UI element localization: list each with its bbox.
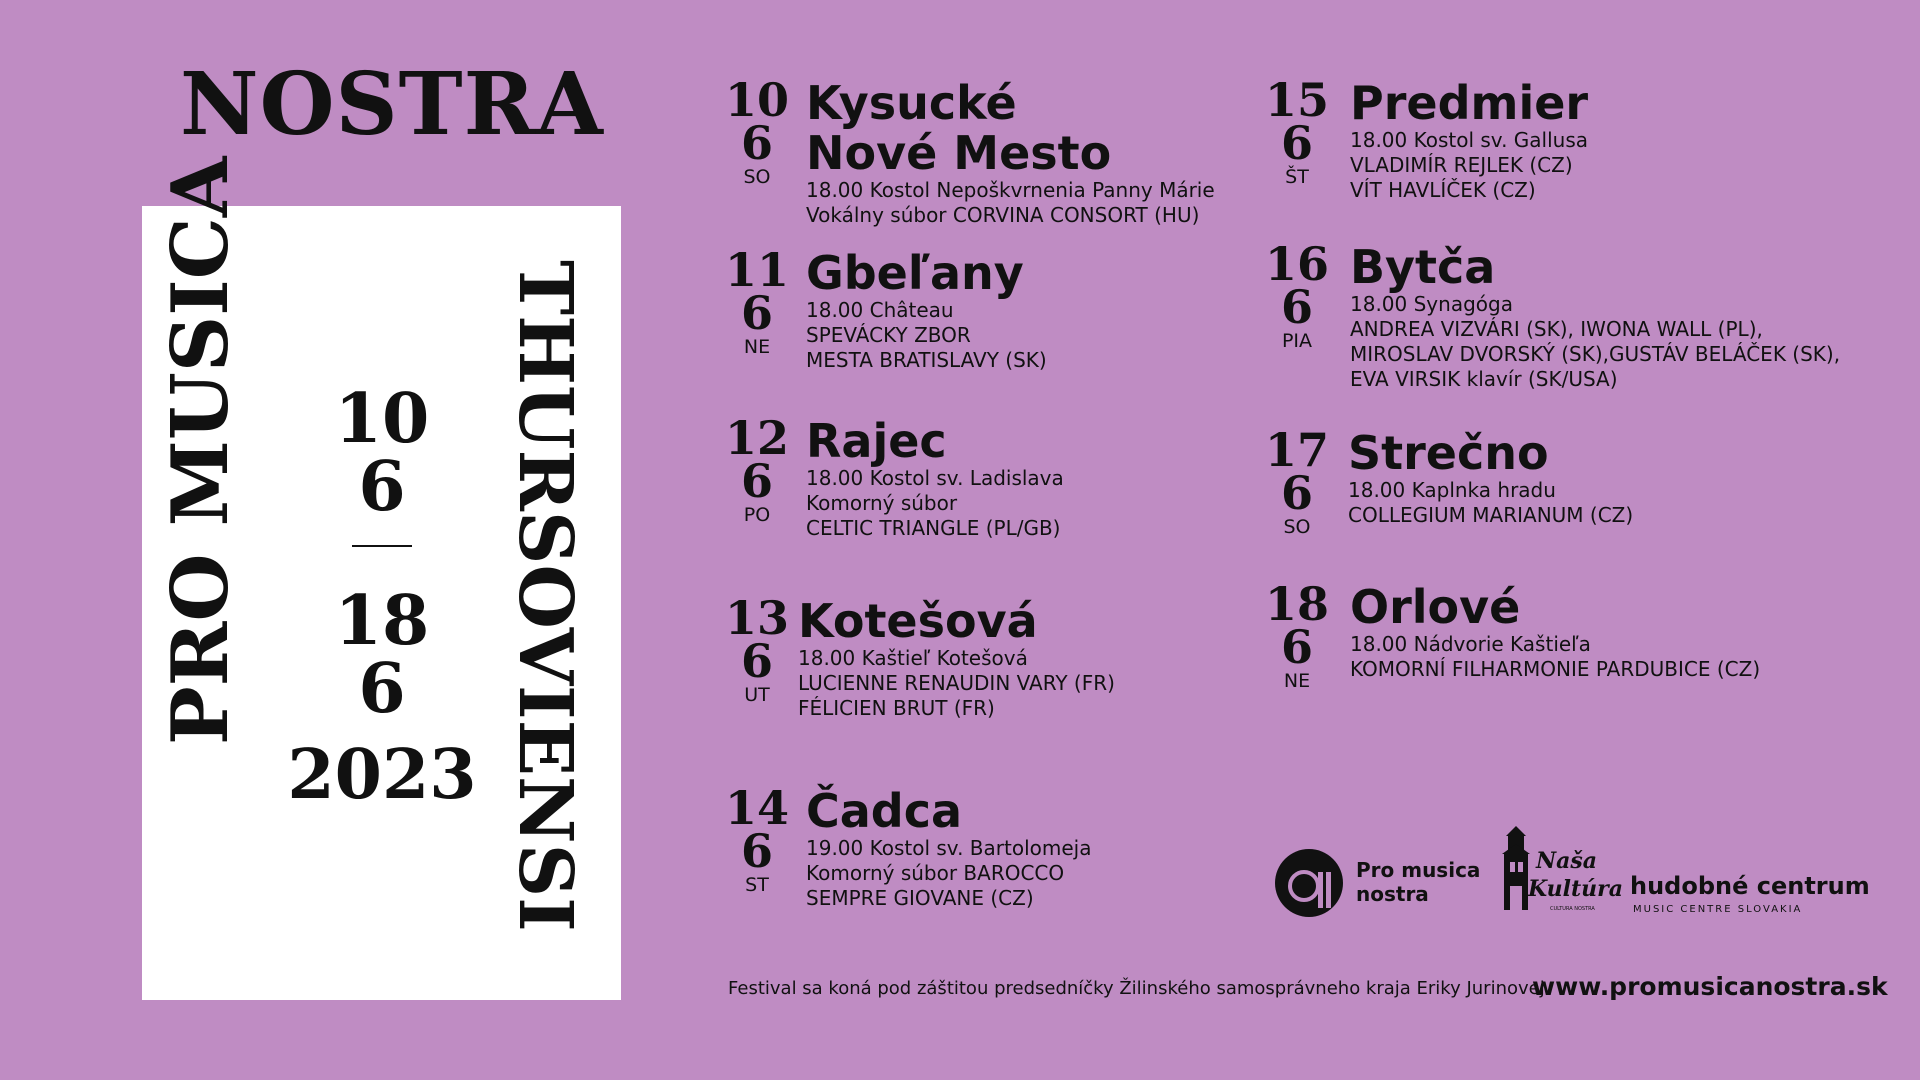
event-date: 17 6 SO — [1264, 423, 1329, 538]
event-info — [806, 78, 1215, 228]
nasa-kultura-logo — [1490, 826, 1623, 920]
title-pro-musica: PRO MUSICA — [155, 156, 246, 745]
event-venue: 18.00 Château — [806, 298, 954, 322]
event-info — [1350, 582, 1760, 682]
festival-year: 2023 — [287, 735, 477, 815]
event-place: Kysucké — [806, 76, 1017, 130]
event-performer: Komorný súbor BAROCCO — [806, 861, 1065, 885]
event-date: 12 6 PO — [724, 411, 789, 526]
event-venue: 18.00 Kaštieľ Kotešová — [798, 646, 1028, 670]
event-venue: 19.00 Kostol sv. Bartolomeja — [806, 836, 1092, 860]
nasa-line1: Naša — [1536, 848, 1598, 874]
event-performer: MESTA BRATISLAVY (SK) — [806, 348, 1047, 372]
event-place: Gbeľany — [806, 246, 1024, 300]
pro-musica-nostra-logo-text — [1356, 858, 1480, 906]
event-place: Bytča — [1350, 240, 1496, 294]
event-performer: VÍT HAVLÍČEK (CZ) — [1350, 178, 1536, 202]
start-day: 10 — [334, 379, 430, 459]
event-venue: 18.00 Nádvorie Kaštieľa — [1350, 632, 1591, 656]
event-date: 15 6 ŠT — [1264, 73, 1329, 188]
event-performer: VLADIMÍR REJLEK (CZ) — [1350, 153, 1573, 177]
footer-website-link[interactable]: www.promusicanostra.sk — [1532, 972, 1888, 1001]
nasa-line2: Kultúra — [1528, 876, 1623, 902]
event-performer: ANDREA VIZVÁRI (SK), IWONA WALL (PL), — [1350, 317, 1763, 341]
event-info — [806, 416, 1064, 541]
logo-text-line: nostra — [1356, 882, 1429, 906]
event-place: Predmier — [1350, 76, 1589, 130]
event-venue: 18.00 Kostol sv. Gallusa — [1350, 128, 1589, 152]
hudobne-centrum-logo-subtitle: MUSIC CENTRE SLOVAKIA — [1633, 904, 1803, 915]
event-venue: 18.00 Kaplnka hradu — [1348, 478, 1556, 502]
event-date: 13 6 UT — [724, 591, 789, 706]
event-date: 10 6 SO — [724, 73, 789, 188]
event-date: 14 6 ST — [724, 781, 789, 896]
event-venue: 18.00 Synagóga — [1350, 292, 1513, 316]
event-info — [798, 596, 1115, 721]
event-venue: 18.00 Kostol sv. Ladislava — [806, 466, 1064, 490]
start-month: 6 — [358, 447, 406, 527]
event-performer: Vokálny súbor CORVINA CONSORT (HU) — [806, 203, 1200, 227]
event-place: Orlové — [1350, 580, 1521, 634]
title-nostra: NOSTRA — [180, 54, 604, 155]
event-performer: Komorný súbor — [806, 491, 958, 515]
event-date: 18 6 NE — [1264, 577, 1329, 692]
event-performer: EVA VIRSIK klavír (SK/USA) — [1350, 367, 1618, 391]
event-info — [806, 248, 1047, 373]
event-performer: FÉLICIEN BRUT (FR) — [798, 696, 995, 720]
event-performer: CELTIC TRIANGLE (PL/GB) — [806, 516, 1061, 540]
event-performer: SEMPRE GIOVANE (CZ) — [806, 886, 1034, 910]
event-place: Kotešová — [798, 594, 1038, 648]
event-place: Čadca — [806, 784, 963, 838]
end-day: 18 — [334, 581, 430, 661]
event-info — [806, 786, 1091, 911]
hudobne-centrum-logo-text: hudobné centrum — [1630, 872, 1870, 900]
footer-patronage-note: Festival sa koná pod záštitou predsedníčky Žilinského samosprávneho kraja Eriky Jurinovej. — [728, 978, 1551, 999]
event-info — [1350, 78, 1588, 203]
event-venue: 18.00 Kostol Nepoškvrnenia Panny Márie — [806, 178, 1215, 202]
date-dash — [352, 545, 412, 547]
title-thursoviensi: THURSOVIENSI — [502, 260, 588, 932]
event-info — [1348, 428, 1633, 528]
pro-musica-nostra-logo-icon — [1274, 848, 1344, 922]
event-performer: LUCIENNE RENAUDIN VARY (FR) — [798, 671, 1115, 695]
event-date: 16 6 PIA — [1264, 237, 1329, 352]
end-month: 6 — [358, 649, 406, 729]
event-performer: COLLEGIUM MARIANUM (CZ) — [1348, 503, 1634, 527]
event-performer: KOMORNÍ FILHARMONIE PARDUBICE (CZ) — [1350, 657, 1761, 681]
event-performer: MIROSLAV DVORSKÝ (SK),GUSTÁV BELÁČEK (SK), — [1350, 342, 1841, 366]
event-performer: SPEVÁCKY ZBOR — [806, 323, 971, 347]
logo-text-line: Pro musica — [1356, 858, 1481, 882]
event-info — [1350, 242, 1840, 392]
event-date: 11 6 NE — [724, 243, 789, 358]
event-place: Rajec — [806, 414, 947, 468]
nasa-sub: CULTURA NOSTRA — [1550, 906, 1595, 912]
event-place-line2: Nové Mesto — [806, 126, 1112, 180]
event-place: Strečno — [1348, 426, 1549, 480]
festival-date-range — [282, 379, 482, 815]
